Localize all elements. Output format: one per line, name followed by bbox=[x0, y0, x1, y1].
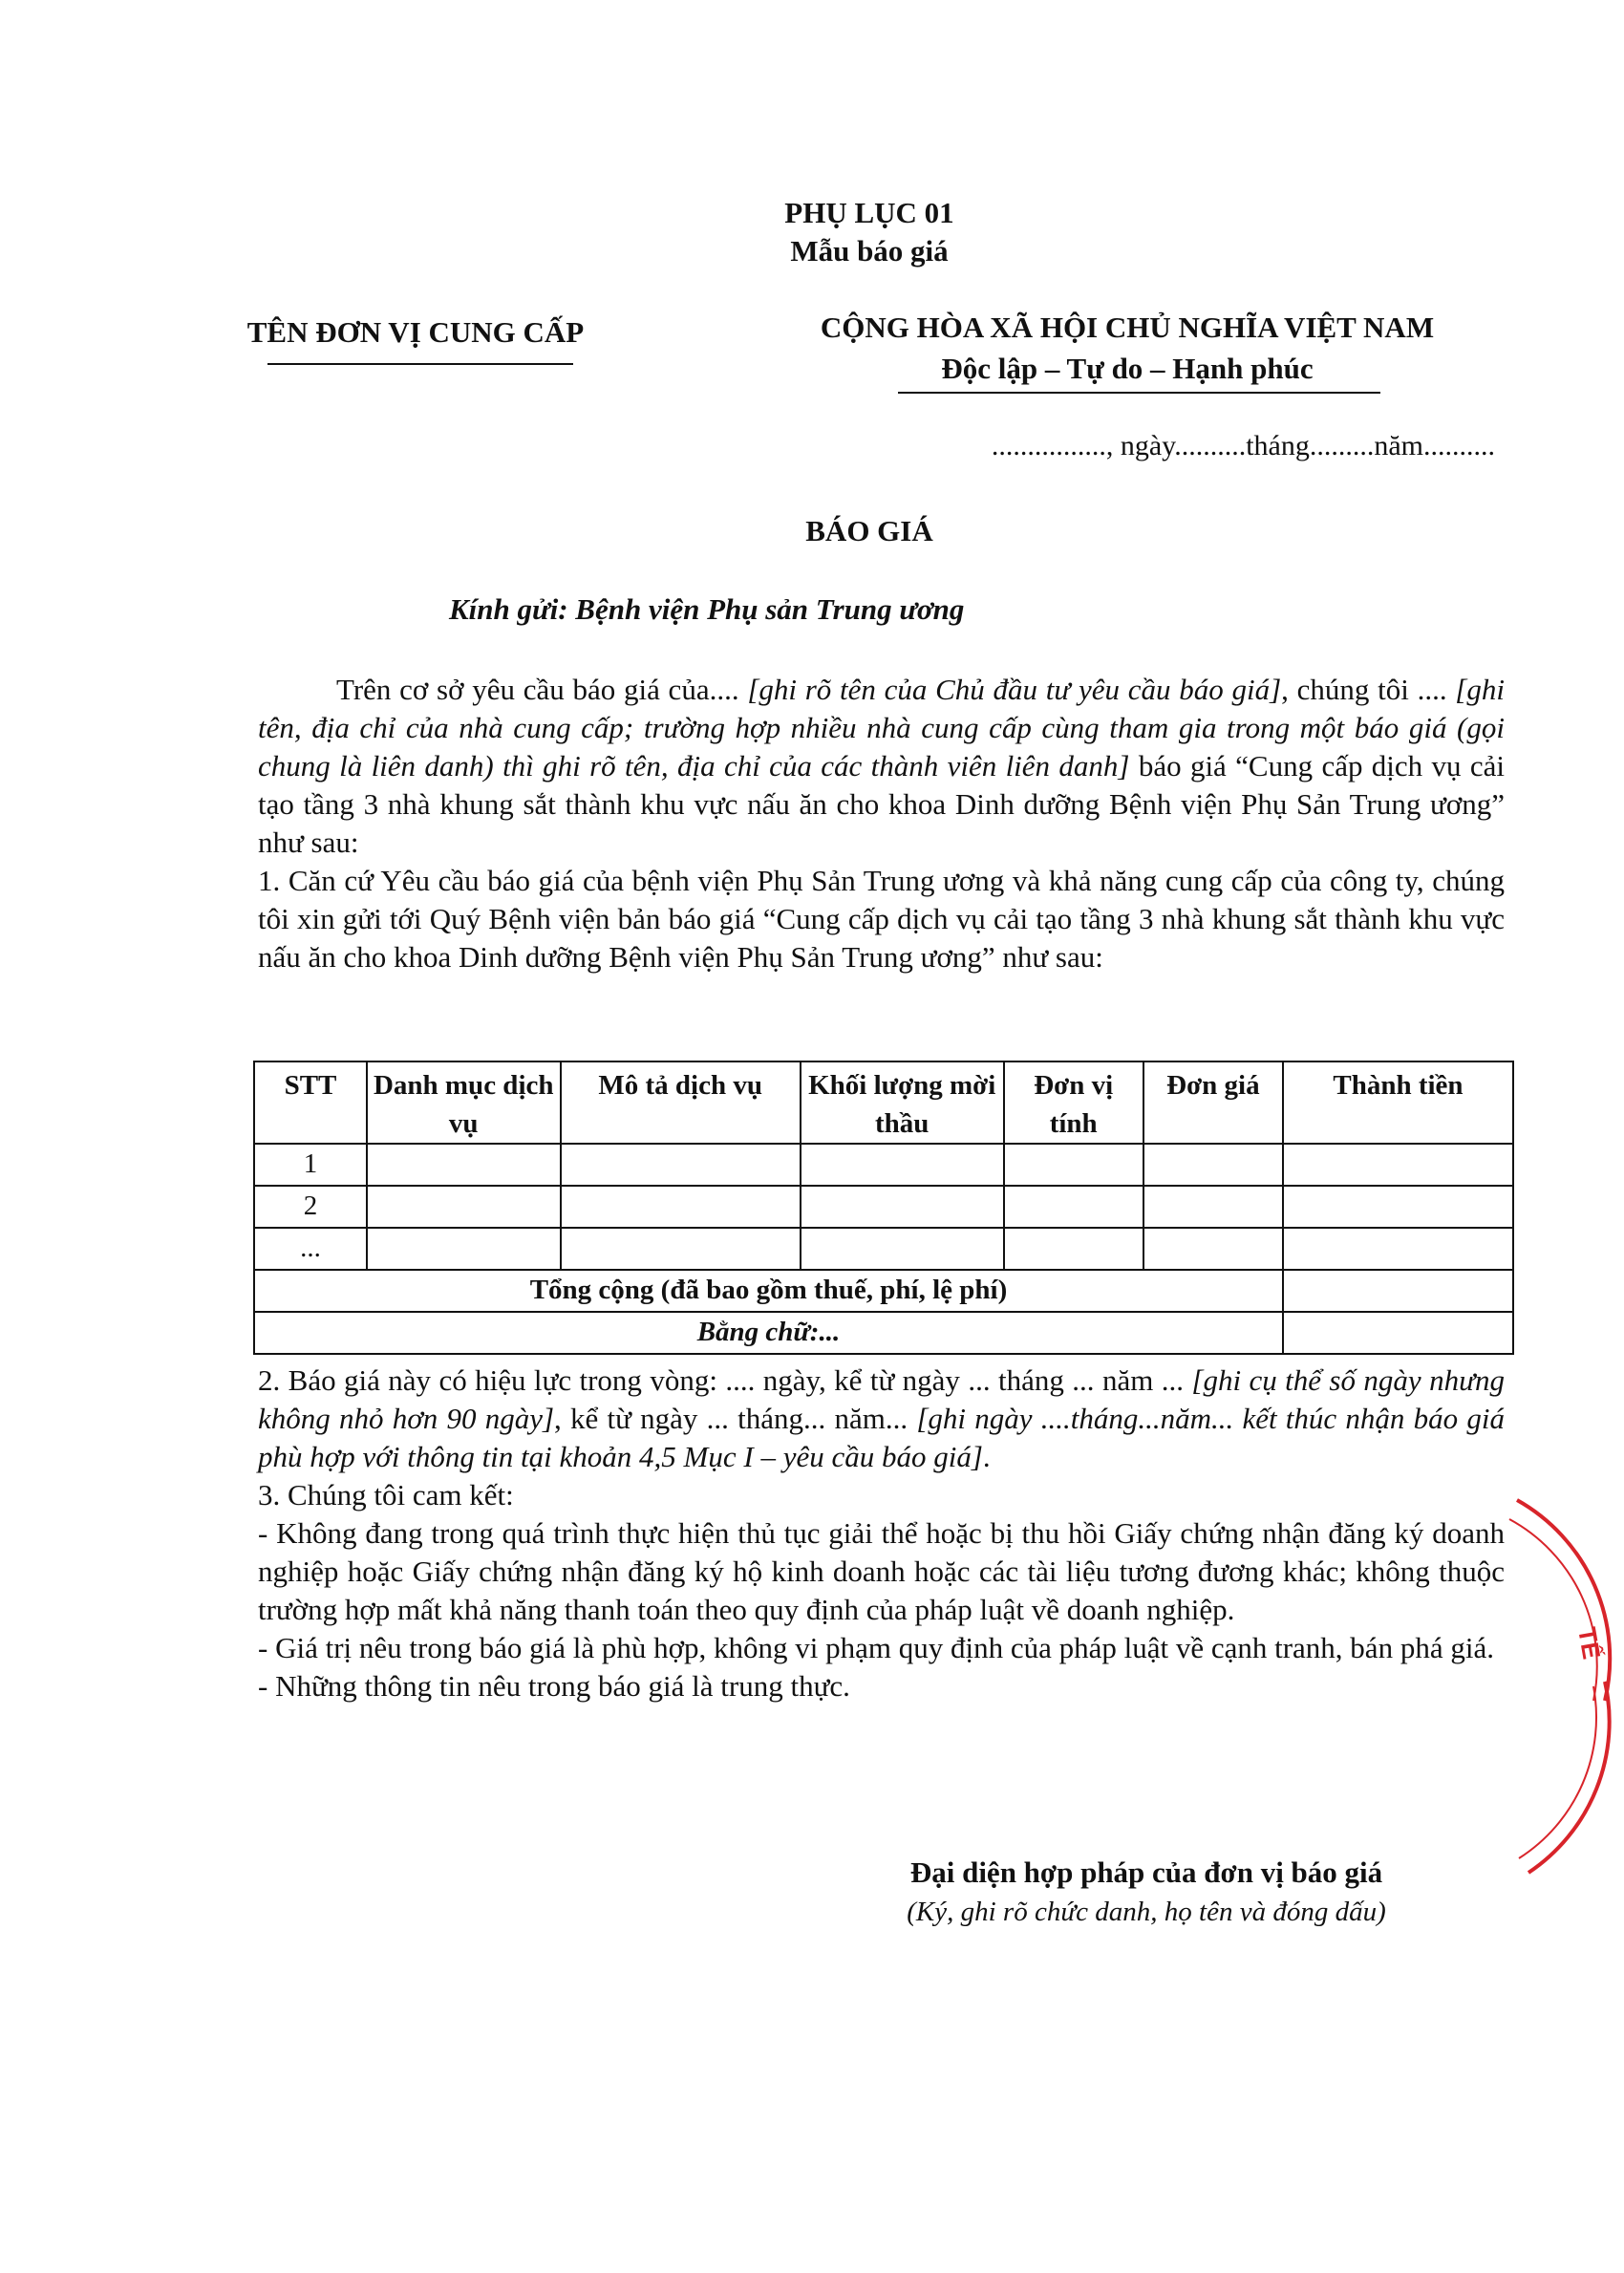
basis-paragraph: 1. Căn cứ Yêu cầu báo giá của bệnh viện Phụ Sản Trung ương và khả năng cung cấp của công ty, chúng tôi xin gửi tới Quý Bệnh viện bản báo giá “Cung cấp dịch vụ cải tạo tầng 3 nhà khung sắt thành khu vực nấu ăn cho khoa Dinh dưỡng Bệnh viện Phụ Sản Trung ương” như sau: bbox=[258, 864, 1505, 974]
row-number: ... bbox=[254, 1228, 367, 1270]
column-header: Đơn giá bbox=[1143, 1061, 1283, 1144]
document-title: BÁO GIÁ bbox=[805, 514, 933, 547]
column-header: Đơn vị tính bbox=[1004, 1061, 1143, 1144]
commitment-item: - Không đang trong quá trình thực hiện thủ tục giải thể hoặc bị thu hồi Giấy chứng nhận đăng ký doanh nghiệp hoặc Giấy chứng nhận đăng ký hộ kinh doanh hoặc các tài liệu tương đương khác; không thuộc trường hợp mất khả năng thanh toán theo quy định của pháp luật về doanh nghiệp. bbox=[258, 1516, 1505, 1626]
national-motto: Độc lập – Tự do – Hạnh phúc bbox=[941, 352, 1314, 385]
intro-placeholder: [ghi rõ tên của Chủ đầu tư yêu cầu báo giá] bbox=[747, 673, 1282, 706]
column-header: Khối lượng mời thầu bbox=[801, 1061, 1004, 1144]
table-cell bbox=[1283, 1144, 1513, 1186]
words-row bbox=[254, 1312, 1513, 1354]
row-number: 1 bbox=[254, 1144, 367, 1186]
commitment-item: - Những thông tin nêu trong báo giá là trung thực. bbox=[258, 1669, 850, 1703]
motto-underline bbox=[898, 392, 1380, 394]
table-row bbox=[254, 1144, 1513, 1186]
table-header-row bbox=[254, 1061, 1513, 1144]
table-cell bbox=[1004, 1144, 1143, 1186]
table-cell bbox=[561, 1144, 801, 1186]
signature-note: (Ký, ghi rõ chức danh, họ tên và đóng dấu) bbox=[907, 1897, 1386, 1927]
intro-section bbox=[258, 671, 1505, 976]
terms-section bbox=[258, 1362, 1505, 1705]
column-header: Mô tả dịch vụ bbox=[561, 1061, 801, 1144]
validity-paragraph bbox=[258, 1362, 1505, 1476]
table-cell bbox=[561, 1186, 801, 1228]
column-header: Thành tiền bbox=[1283, 1061, 1513, 1144]
validity-text: . bbox=[982, 1440, 991, 1473]
table-cell bbox=[367, 1228, 561, 1270]
table-cell bbox=[801, 1228, 1004, 1270]
words-value-cell bbox=[1283, 1312, 1513, 1354]
validity-text: , kể từ ngày ... tháng... năm... bbox=[554, 1402, 917, 1435]
row-number: 2 bbox=[254, 1186, 367, 1228]
table-cell bbox=[1283, 1186, 1513, 1228]
commitments-heading: 3. Chúng tôi cam kết: bbox=[258, 1478, 514, 1512]
annex-title: PHỤ LỤC 01 bbox=[784, 196, 954, 229]
recipient-line: Kính gửi: Bệnh viện Phụ sản Trung ương bbox=[449, 592, 965, 626]
table-row bbox=[254, 1186, 1513, 1228]
table-cell bbox=[561, 1228, 801, 1270]
table-cell bbox=[367, 1144, 561, 1186]
table-cell bbox=[801, 1186, 1004, 1228]
commitment-item: - Giá trị nêu trong báo giá là phù hợp, không vi phạm quy định của pháp luật về cạnh tranh, bán phá giá. bbox=[258, 1631, 1494, 1664]
national-title: CỘNG HÒA XÃ HỘI CHỦ NGHĨA VIỆT NAM bbox=[820, 311, 1435, 344]
table-cell bbox=[1004, 1186, 1143, 1228]
validity-placeholder: [ghi cụ thể số ngày nhưng không nhỏ hơn 90 ngày] bbox=[258, 1363, 1505, 1435]
table-cell bbox=[1143, 1186, 1283, 1228]
annex-subtitle: Mẫu báo giá bbox=[790, 234, 949, 268]
table-cell bbox=[367, 1186, 561, 1228]
intro-placeholder: [ghi tên, địa chỉ của nhà cung cấp; trường hợp nhiều nhà cung cấp cùng tham gia trong một báo giá (gọi chung là liên danh) thì ghi rõ tên, địa chỉ của các thành viên liên danh] bbox=[258, 673, 1505, 783]
red-stamp-fragment-icon bbox=[1490, 1481, 1624, 1882]
validity-placeholder: [ghi ngày ....tháng...năm... kết thúc nhận báo giá phù hợp với thông tin tại khoản 4,5 Mục I – yêu cầu báo giá] bbox=[258, 1402, 1505, 1473]
table-cell bbox=[1143, 1228, 1283, 1270]
date-line: ................, ngày..........tháng.........năm.......... bbox=[991, 430, 1495, 461]
column-header: Danh mục dịch vụ bbox=[367, 1061, 561, 1144]
total-label: Tổng cộng (đã bao gồm thuế, phí, lệ phí) bbox=[254, 1270, 1283, 1312]
column-header: STT bbox=[254, 1061, 367, 1144]
svg-text:TẾ: TẾ bbox=[1572, 1624, 1607, 1662]
table-cell bbox=[1004, 1228, 1143, 1270]
amount-in-words-label: Bằng chữ:... bbox=[254, 1312, 1283, 1354]
quotation-table bbox=[253, 1061, 1514, 1355]
total-value-cell bbox=[1283, 1270, 1513, 1312]
validity-text: 2. Báo giá này có hiệu lực trong vòng: .... ngày, kể từ ngày ... tháng ... năm ... bbox=[258, 1363, 1192, 1397]
table-cell bbox=[1143, 1144, 1283, 1186]
table-cell bbox=[801, 1144, 1004, 1186]
intro-text: báo giá “Cung cấp dịch vụ cải tạo tầng 3 nhà khung sắt thành khu vực nấu ăn cho khoa Dinh dưỡng Bệnh viện Phụ Sản Trung ương” như sau: bbox=[258, 749, 1506, 859]
intro-text: , chúng tôi .... bbox=[1281, 673, 1456, 706]
table-row bbox=[254, 1228, 1513, 1270]
supplier-underline bbox=[267, 363, 573, 365]
signature-title: Đại diện hợp pháp của đơn vị báo giá bbox=[909, 1855, 1383, 1889]
total-row bbox=[254, 1270, 1513, 1312]
table-cell bbox=[1283, 1228, 1513, 1270]
intro-text: Trên cơ sở yêu cầu báo giá của.... bbox=[336, 673, 748, 706]
supplier-name: TÊN ĐƠN VỊ CUNG CẤP bbox=[246, 315, 585, 349]
intro-paragraph bbox=[258, 671, 1505, 862]
